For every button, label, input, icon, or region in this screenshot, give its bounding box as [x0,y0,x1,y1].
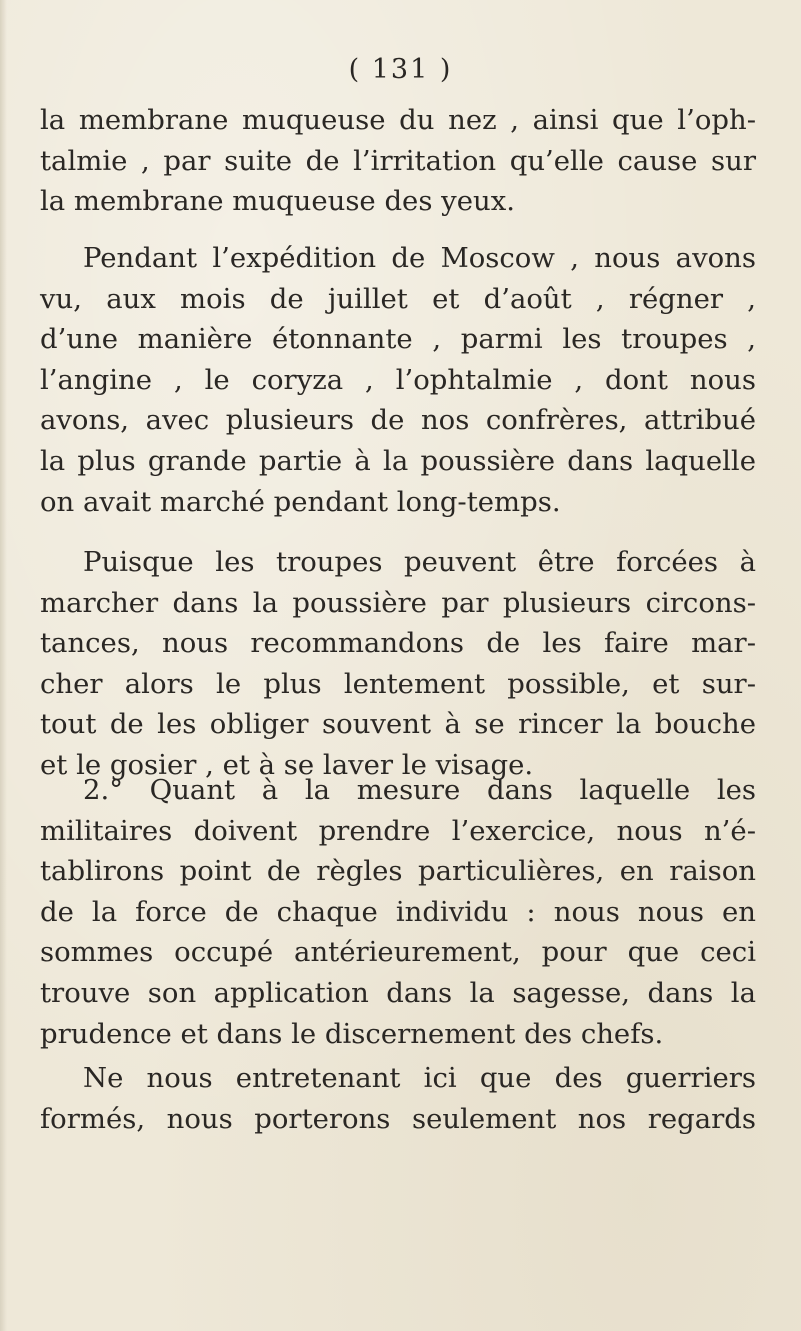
text-line: on avait marché pendant long-temps. [40,485,561,518]
text-line: cher alors le plus lentement possible, et sur- [40,667,756,700]
text-line: Puisque les troupes peuvent être forcées à [83,546,756,578]
text-line: d’une manière étonnante , parmi les troupes , [40,323,756,356]
text-line: Pendant l’expédition de Moscow , nous avons [83,242,756,274]
paragraph-2 [40,238,756,522]
paragraph-1 [40,100,756,222]
text-line: la membrane muqueuse du nez , ainsi que l’oph- [40,104,756,136]
text-line: tout de les obliger souvent à se rincer la bouche [40,708,756,741]
text-line: prudence et dans le discernement des chefs. [40,1017,664,1050]
text-line: l’angine , le coryza , l’ophtalmie , dont nous [40,363,756,396]
text-line: la plus grande partie à la poussière dans laquelle [40,444,756,477]
paragraph-5 [40,1058,756,1139]
text-line: talmie , par suite de l’irritation qu’elle cause sur [40,144,756,177]
text-line: de la force de chaque individu : nous nous en [40,895,756,928]
text-line: tablirons point de règles particulières, en raison [40,855,756,888]
text-line: Ne nous entretenant ici que des guerriers [83,1062,756,1094]
text-line: tances, nous recommandons de les faire mar- [40,627,756,660]
text-line: avons, avec plusieurs de nos confrères, attribué [40,404,756,437]
page-edge-shadow [0,0,7,1331]
text-line: sommes occupé antérieurement, pour que ceci [40,936,756,969]
text-line: 2.° Quant à la mesure dans laquelle les [83,774,756,806]
text-line: vu, aux mois de juillet et d’août , régner , [40,282,756,315]
text-line: marcher dans la poussière par plusieurs circons- [40,586,756,619]
text-line: la membrane muqueuse des yeux. [40,185,515,218]
text-line: et le gosier , et à se laver le visage. [40,748,534,781]
paragraph-3 [40,542,756,786]
paragraph-4 [40,770,756,1054]
text-line: militaires doivent prendre l’exercice, nous n’é- [40,814,756,847]
page-number: ( 131 ) [348,54,453,85]
text-line: trouve son application dans la sagesse, dans la [40,976,756,1009]
text-line: formés, nous porterons seulement nos regards [40,1102,756,1135]
